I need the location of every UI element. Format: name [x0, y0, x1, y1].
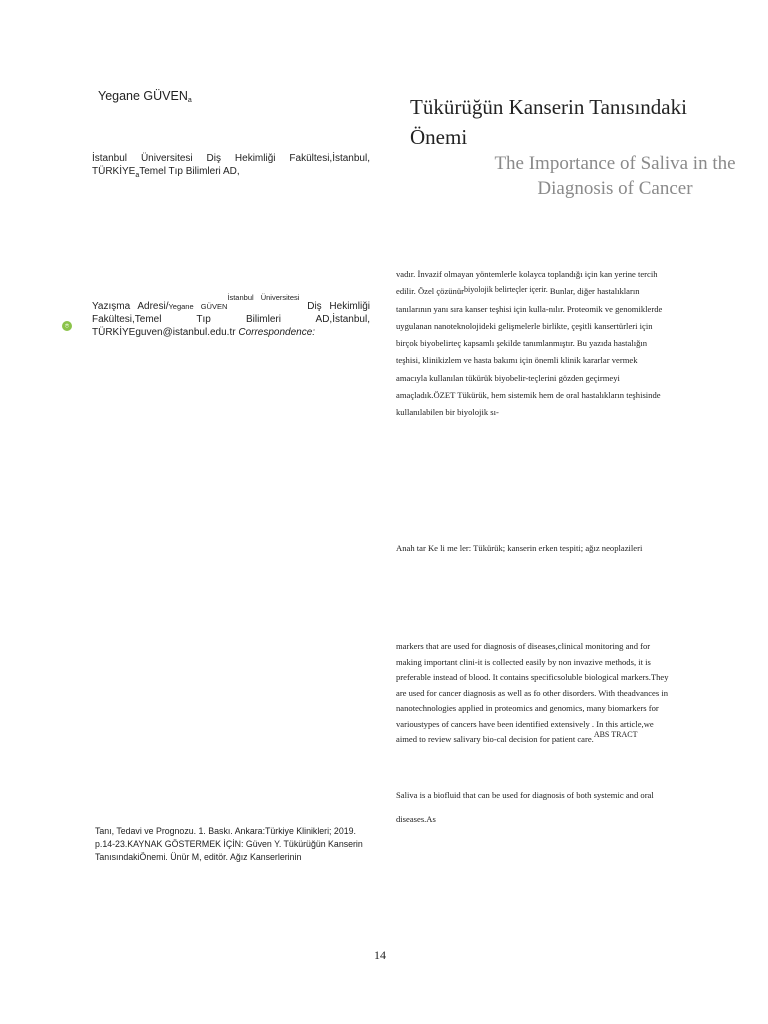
keywords: Anah tar Ke li me ler: Tükürük; kanserin erken tespiti; ağız neoplazileri: [396, 543, 643, 553]
author-name: [98, 89, 192, 103]
correspondence-name: Yegane GÜVEN: [168, 302, 228, 311]
affiliation-text: İstanbul Üniversitesi Diş Hekimliği Fakültesi,İstanbul, TÜRKİYE: [92, 153, 370, 177]
correspondence-address: Diş Hekimliği Fakültesi,Temel Tıp Bilimleri AD,İstanbul, TÜRKİYE: [92, 301, 370, 338]
abstract-tr-part2: biyolojik belirteçler içerir.: [464, 285, 548, 295]
title-english: The Importance of Saliva in the Diagnosis of Cancer: [494, 153, 736, 199]
abstract-heading: ABS TRACT: [593, 730, 638, 739]
author-name-text: Yegane GÜVEN: [98, 89, 188, 103]
correspondence-university: İstanbul Üniversitesi: [227, 293, 300, 302]
citation: Tanı, Tedavi ve Prognozu. 1. Baskı. Ankara:Türkiye Klinikleri; 2019. p.14-23.KAYNAK GÖSTERMEK İÇİN: Güven Y. Tükürüğün Kanserin TanısındakiÖnemi. Ünür M, editör. Ağız Kanserlerinin: [95, 826, 363, 862]
page-number: 14: [374, 948, 386, 962]
abstract-tr-part3: Bunlar, diğer hastalıkların tanılarının yanı sıra kanser teşhisi için kulla-nılır. Proteomik ve genomiklerde uygulanan nanoteknolojideki gelişmelerle birlikte, çeşitli kansertürleri için birçok biyobelirteç kapsamlı şekilde tanımlanmıştır. Bu yazıda hastalığın teşhisi, klinikizlem ve hasta bakımı için önemli klinik kararlar vermek amacıyla kullanılan tükürük biyobelir-teçlerini gözden geçirmeyi amaçladık.ÖZET Tükürük, hem sistemik hem de oral hastalıkların teşhisinde kullanılabilen bir biyolojik sı-: [396, 286, 663, 418]
abstract-turkish: [396, 266, 666, 422]
orcid-icon[interactable]: ⌾: [62, 321, 72, 331]
affiliation-department: Temel Tıp Bilimleri AD,: [139, 166, 240, 177]
abstract-english-continued: Saliva is a biofluid that can be used for diagnosis of both systemic and oral diseases.As: [396, 790, 654, 824]
affiliation-mark: a: [135, 172, 140, 179]
correspondence-email[interactable]: guven@istanbul.edu.tr: [135, 327, 236, 338]
author-mark: a: [187, 97, 192, 104]
title-turkish: Tükürüğün Kanserin Tanısındaki Önemi: [410, 95, 687, 149]
correspondence-label-en: Correspondence:: [238, 327, 316, 338]
affiliation: [92, 152, 370, 182]
correspondence: [92, 293, 370, 339]
abstract-english: [396, 639, 674, 748]
abstract-en-part1: markers that are used for diagnosis of diseases,clinical monitoring and for making important clini-it is collected easily by non invazive methods, it is preferable instead of blood. It contains specificsoluble biological markers.They are used for cancer diagnosis as well as fo other disorders. With theadvances in nanotechnologies applied in proteomics and genomics, many biomarkers for varioustypes of cancers have been identified extensively . In this article,we aimed to review salivary bio-cal decision for patient care.: [396, 641, 669, 744]
correspondence-label: Yazışma Adresi/: [92, 301, 169, 312]
abstract-tr-part1: vadır. İnvazif olmayan yöntemlerle kolayca toplandığı için kan yerine tercih edilir. Özel çözünür: [396, 269, 658, 297]
